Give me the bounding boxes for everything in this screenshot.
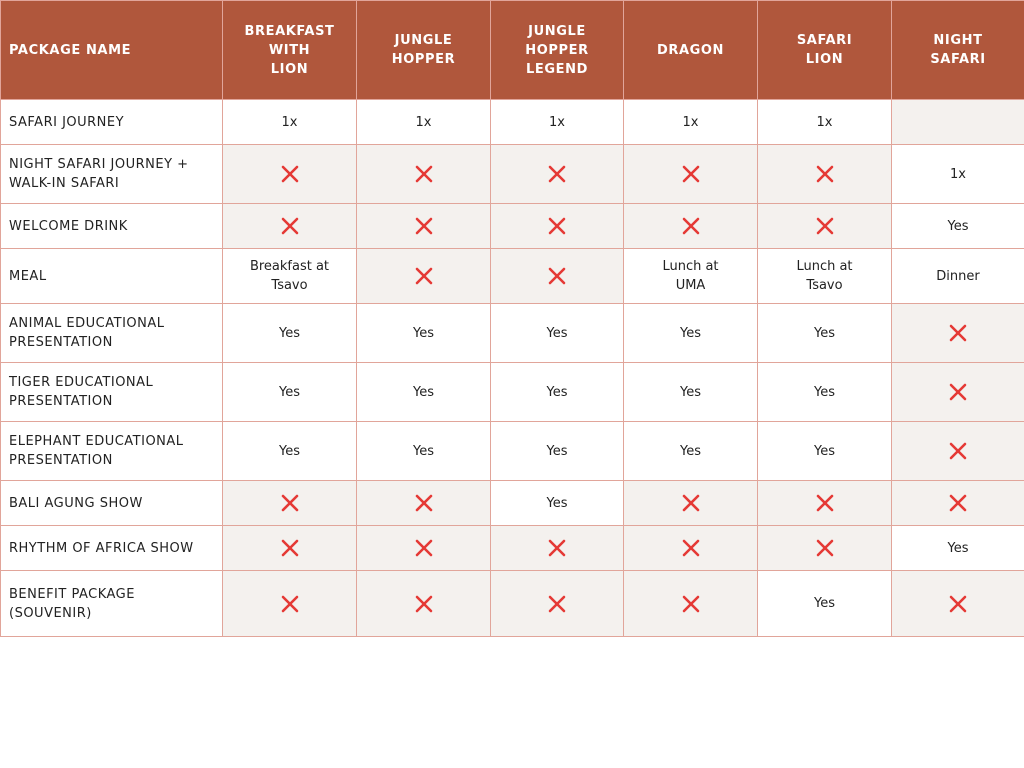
red-x-icon	[949, 494, 967, 512]
row-package-name: NIGHT SAFARI JOURNEY + WALK-IN SAFARI	[1, 145, 223, 204]
row-package-name: TIGER EDUCATIONAL PRESENTATION	[1, 363, 223, 422]
cell-not-included-safari-lion	[758, 481, 892, 526]
table-row	[1, 422, 1024, 481]
cell-not-included-jungle-hopper	[357, 481, 491, 526]
header-dragon: DRAGON	[624, 1, 758, 100]
cell-empty-night-safari	[892, 100, 1024, 145]
cell-value-night-safari: 1x	[892, 145, 1024, 204]
cell-value-jungle-hopper-legend: Yes	[491, 481, 624, 526]
table-row	[1, 145, 1024, 204]
cell-not-included-jungle-hopper-legend	[491, 571, 624, 637]
cell-not-included-jungle-hopper	[357, 145, 491, 204]
red-x-icon	[281, 494, 299, 512]
row-package-name: SAFARI JOURNEY	[1, 100, 223, 145]
cell-value-safari-lion: Yes	[758, 422, 892, 481]
cell-value-safari-lion: Yes	[758, 571, 892, 637]
cell-not-included-jungle-hopper	[357, 526, 491, 571]
table-row	[1, 100, 1024, 145]
cell-not-included-breakfast-with-lion	[223, 204, 357, 249]
cell-not-included-dragon	[624, 145, 758, 204]
red-x-icon	[682, 595, 700, 613]
cell-value-jungle-hopper-legend: 1x	[491, 100, 624, 145]
red-x-icon	[415, 165, 433, 183]
red-x-icon	[281, 217, 299, 235]
red-x-icon	[548, 217, 566, 235]
cell-not-included-breakfast-with-lion	[223, 526, 357, 571]
cell-value-breakfast-with-lion: 1x	[223, 100, 357, 145]
red-x-icon	[816, 165, 834, 183]
table-body	[1, 100, 1024, 637]
table-row	[1, 204, 1024, 249]
header-jungle-hopper-legend: JUNGLE HOPPER LEGEND	[491, 1, 624, 100]
red-x-icon	[949, 324, 967, 342]
cell-value-breakfast-with-lion: Yes	[223, 422, 357, 481]
row-package-name: BENEFIT PACKAGE (SOUVENIR)	[1, 571, 223, 637]
cell-not-included-jungle-hopper	[357, 571, 491, 637]
cell-not-included-jungle-hopper-legend	[491, 249, 624, 304]
table-row	[1, 481, 1024, 526]
red-x-icon	[816, 494, 834, 512]
cell-not-included-safari-lion	[758, 526, 892, 571]
cell-value-dragon: Yes	[624, 304, 758, 363]
red-x-icon	[682, 539, 700, 557]
table-row	[1, 304, 1024, 363]
red-x-icon	[816, 217, 834, 235]
cell-value-jungle-hopper-legend: Yes	[491, 422, 624, 481]
cell-value-breakfast-with-lion: Yes	[223, 304, 357, 363]
cell-not-included-dragon	[624, 571, 758, 637]
row-package-name: BALI AGUNG SHOW	[1, 481, 223, 526]
red-x-icon	[415, 595, 433, 613]
red-x-icon	[281, 539, 299, 557]
cell-not-included-dragon	[624, 481, 758, 526]
cell-not-included-safari-lion	[758, 145, 892, 204]
red-x-icon	[682, 494, 700, 512]
cell-value-safari-lion: Yes	[758, 363, 892, 422]
red-x-icon	[281, 165, 299, 183]
header-night-safari: NIGHT SAFARI	[892, 1, 1024, 100]
table-row	[1, 249, 1024, 304]
cell-not-included-jungle-hopper	[357, 204, 491, 249]
row-package-name: ANIMAL EDUCATIONAL PRESENTATION	[1, 304, 223, 363]
cell-not-included-breakfast-with-lion	[223, 481, 357, 526]
red-x-icon	[949, 442, 967, 460]
red-x-icon	[281, 595, 299, 613]
cell-value-safari-lion: Lunch at Tsavo	[758, 249, 892, 304]
cell-value-safari-lion: Yes	[758, 304, 892, 363]
cell-value-jungle-hopper: 1x	[357, 100, 491, 145]
cell-not-included-dragon	[624, 526, 758, 571]
cell-value-night-safari: Yes	[892, 204, 1024, 249]
cell-value-breakfast-with-lion: Breakfast at Tsavo	[223, 249, 357, 304]
cell-not-included-night-safari	[892, 363, 1024, 422]
cell-value-dragon: Yes	[624, 422, 758, 481]
header-package-name: PACKAGE NAME	[1, 1, 223, 100]
red-x-icon	[548, 267, 566, 285]
cell-value-jungle-hopper: Yes	[357, 422, 491, 481]
header-safari-lion: SAFARI LION	[758, 1, 892, 100]
cell-value-dragon: Lunch at UMA	[624, 249, 758, 304]
cell-value-dragon: Yes	[624, 363, 758, 422]
red-x-icon	[682, 217, 700, 235]
cell-not-included-night-safari	[892, 304, 1024, 363]
table-row	[1, 363, 1024, 422]
red-x-icon	[548, 539, 566, 557]
cell-not-included-jungle-hopper-legend	[491, 204, 624, 249]
cell-value-dragon: 1x	[624, 100, 758, 145]
cell-value-jungle-hopper-legend: Yes	[491, 304, 624, 363]
cell-value-breakfast-with-lion: Yes	[223, 363, 357, 422]
red-x-icon	[949, 595, 967, 613]
red-x-icon	[548, 165, 566, 183]
cell-value-jungle-hopper-legend: Yes	[491, 363, 624, 422]
cell-value-night-safari: Yes	[892, 526, 1024, 571]
red-x-icon	[415, 539, 433, 557]
cell-not-included-jungle-hopper-legend	[491, 145, 624, 204]
row-package-name: MEAL	[1, 249, 223, 304]
cell-value-safari-lion: 1x	[758, 100, 892, 145]
row-package-name: RHYTHM OF AFRICA SHOW	[1, 526, 223, 571]
red-x-icon	[682, 165, 700, 183]
row-package-name: ELEPHANT EDUCATIONAL PRESENTATION	[1, 422, 223, 481]
red-x-icon	[415, 267, 433, 285]
cell-not-included-jungle-hopper-legend	[491, 526, 624, 571]
red-x-icon	[949, 383, 967, 401]
red-x-icon	[816, 539, 834, 557]
cell-not-included-dragon	[624, 204, 758, 249]
cell-value-jungle-hopper: Yes	[357, 363, 491, 422]
table-row	[1, 526, 1024, 571]
cell-value-jungle-hopper: Yes	[357, 304, 491, 363]
cell-not-included-safari-lion	[758, 204, 892, 249]
cell-not-included-breakfast-with-lion	[223, 571, 357, 637]
cell-not-included-breakfast-with-lion	[223, 145, 357, 204]
red-x-icon	[415, 217, 433, 235]
table-row	[1, 571, 1024, 637]
header-jungle-hopper: JUNGLE HOPPER	[357, 1, 491, 100]
cell-not-included-night-safari	[892, 571, 1024, 637]
header-breakfast-with-lion: BREAKFAST WITH LION	[223, 1, 357, 100]
cell-not-included-night-safari	[892, 422, 1024, 481]
row-package-name: WELCOME DRINK	[1, 204, 223, 249]
red-x-icon	[548, 595, 566, 613]
header-row	[1, 1, 1024, 100]
red-x-icon	[415, 494, 433, 512]
cell-not-included-night-safari	[892, 481, 1024, 526]
cell-value-night-safari: Dinner	[892, 249, 1024, 304]
cell-not-included-jungle-hopper	[357, 249, 491, 304]
